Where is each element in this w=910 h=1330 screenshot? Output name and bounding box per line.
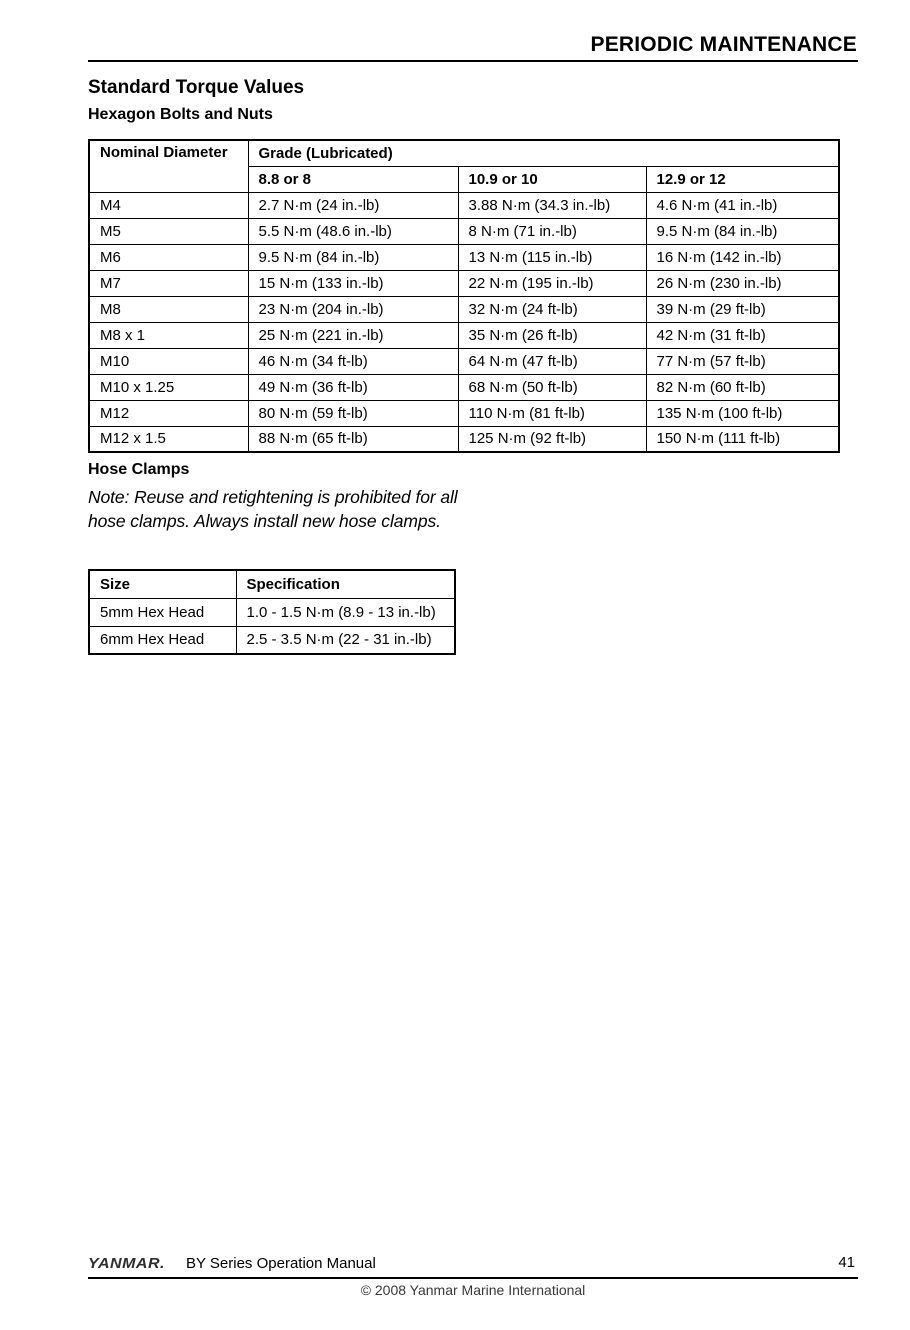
hose-clamps-note: Note: Reuse and retightening is prohibited for all hose clamps. Always install new hose clamps.	[88, 487, 458, 531]
section-title: Standard Torque Values	[88, 77, 305, 98]
torque-value-cell: 88 N·m (65 ft-lb)	[248, 426, 458, 452]
clamp-size-cell: 5mm Hex Head	[89, 598, 236, 626]
nominal-diameter-cell: M7	[89, 270, 248, 296]
table-row	[89, 598, 455, 626]
table-row	[89, 218, 839, 244]
torque-value-cell: 46 N·m (34 ft-lb)	[248, 348, 458, 374]
torque-value-cell: 5.5 N·m (48.6 in.-lb)	[248, 218, 458, 244]
torque-value-cell: 35 N·m (26 ft-lb)	[458, 322, 646, 348]
nominal-diameter-cell: M12 x 1.5	[89, 426, 248, 452]
footer-manual-title: BY Series Operation Manual	[186, 1255, 376, 1272]
torque-value-cell: 64 N·m (47 ft-lb)	[458, 348, 646, 374]
footer-page-number: 41	[838, 1254, 855, 1271]
subsection-title: Hexagon Bolts and Nuts	[88, 106, 273, 123]
column-header-grade-10: 10.9 or 10	[458, 166, 646, 192]
hose-table-body	[89, 598, 455, 654]
torque-value-cell: 8 N·m (71 in.-lb)	[458, 218, 646, 244]
column-header-nominal-diameter: Nominal Diameter	[89, 140, 248, 192]
torque-values-table	[88, 139, 840, 453]
footer-rule	[88, 1277, 858, 1279]
torque-value-cell: 150 N·m (111 ft-lb)	[646, 426, 839, 452]
column-header-grade-12: 12.9 or 12	[646, 166, 839, 192]
torque-value-cell: 80 N·m (59 ft-lb)	[248, 400, 458, 426]
nominal-diameter-cell: M12	[89, 400, 248, 426]
column-header-size: Size	[89, 570, 236, 598]
table-row	[89, 426, 839, 452]
table-row	[89, 322, 839, 348]
hose-clamps-title: Hose Clamps	[88, 461, 190, 478]
table-row	[89, 626, 455, 654]
torque-value-cell: 125 N·m (92 ft-lb)	[458, 426, 646, 452]
clamp-spec-cell: 2.5 - 3.5 N·m (22 - 31 in.-lb)	[236, 626, 455, 654]
nominal-diameter-cell: M8	[89, 296, 248, 322]
torque-value-cell: 82 N·m (60 ft-lb)	[646, 374, 839, 400]
table-row	[89, 374, 839, 400]
torque-value-cell: 13 N·m (115 in.-lb)	[458, 244, 646, 270]
torque-value-cell: 15 N·m (133 in.-lb)	[248, 270, 458, 296]
clamp-size-cell: 6mm Hex Head	[89, 626, 236, 654]
column-header-grade-8: 8.8 or 8	[248, 166, 458, 192]
torque-value-cell: 22 N·m (195 in.-lb)	[458, 270, 646, 296]
torque-value-cell: 23 N·m (204 in.-lb)	[248, 296, 458, 322]
column-header-grade-group: Grade (Lubricated)	[248, 140, 839, 166]
torque-value-cell: 9.5 N·m (84 in.-lb)	[646, 218, 839, 244]
torque-value-cell: 49 N·m (36 ft-lb)	[248, 374, 458, 400]
table-row	[89, 348, 839, 374]
table-row	[89, 270, 839, 296]
table-header-row	[89, 570, 455, 598]
nominal-diameter-cell: M8 x 1	[89, 322, 248, 348]
hose-clamps-table	[88, 569, 456, 655]
torque-value-cell: 9.5 N·m (84 in.-lb)	[248, 244, 458, 270]
nominal-diameter-cell: M5	[89, 218, 248, 244]
torque-value-cell: 39 N·m (29 ft-lb)	[646, 296, 839, 322]
table-header-row	[89, 140, 839, 166]
yanmar-logo: YANMAR.	[88, 1255, 165, 1272]
torque-value-cell: 26 N·m (230 in.-lb)	[646, 270, 839, 296]
torque-value-cell: 110 N·m (81 ft-lb)	[458, 400, 646, 426]
table-row	[89, 244, 839, 270]
table-row	[89, 192, 839, 218]
torque-value-cell: 3.88 N·m (34.3 in.-lb)	[458, 192, 646, 218]
column-header-specification: Specification	[236, 570, 455, 598]
header-rule	[88, 60, 858, 62]
torque-value-cell: 32 N·m (24 ft-lb)	[458, 296, 646, 322]
table-row	[89, 296, 839, 322]
nominal-diameter-cell: M10	[89, 348, 248, 374]
clamp-spec-cell: 1.0 - 1.5 N·m (8.9 - 13 in.-lb)	[236, 598, 455, 626]
torque-value-cell: 16 N·m (142 in.-lb)	[646, 244, 839, 270]
page-header-title: PERIODIC MAINTENANCE	[590, 33, 857, 56]
torque-value-cell: 25 N·m (221 in.-lb)	[248, 322, 458, 348]
torque-value-cell: 4.6 N·m (41 in.-lb)	[646, 192, 839, 218]
table-row	[89, 400, 839, 426]
torque-value-cell: 135 N·m (100 ft-lb)	[646, 400, 839, 426]
nominal-diameter-cell: M10 x 1.25	[89, 374, 248, 400]
torque-value-cell: 68 N·m (50 ft-lb)	[458, 374, 646, 400]
torque-table-body	[89, 192, 839, 452]
torque-value-cell: 42 N·m (31 ft-lb)	[646, 322, 839, 348]
torque-value-cell: 77 N·m (57 ft-lb)	[646, 348, 839, 374]
nominal-diameter-cell: M6	[89, 244, 248, 270]
torque-value-cell: 2.7 N·m (24 in.-lb)	[248, 192, 458, 218]
footer-copyright: © 2008 Yanmar Marine International	[360, 1282, 586, 1298]
nominal-diameter-cell: M4	[89, 192, 248, 218]
